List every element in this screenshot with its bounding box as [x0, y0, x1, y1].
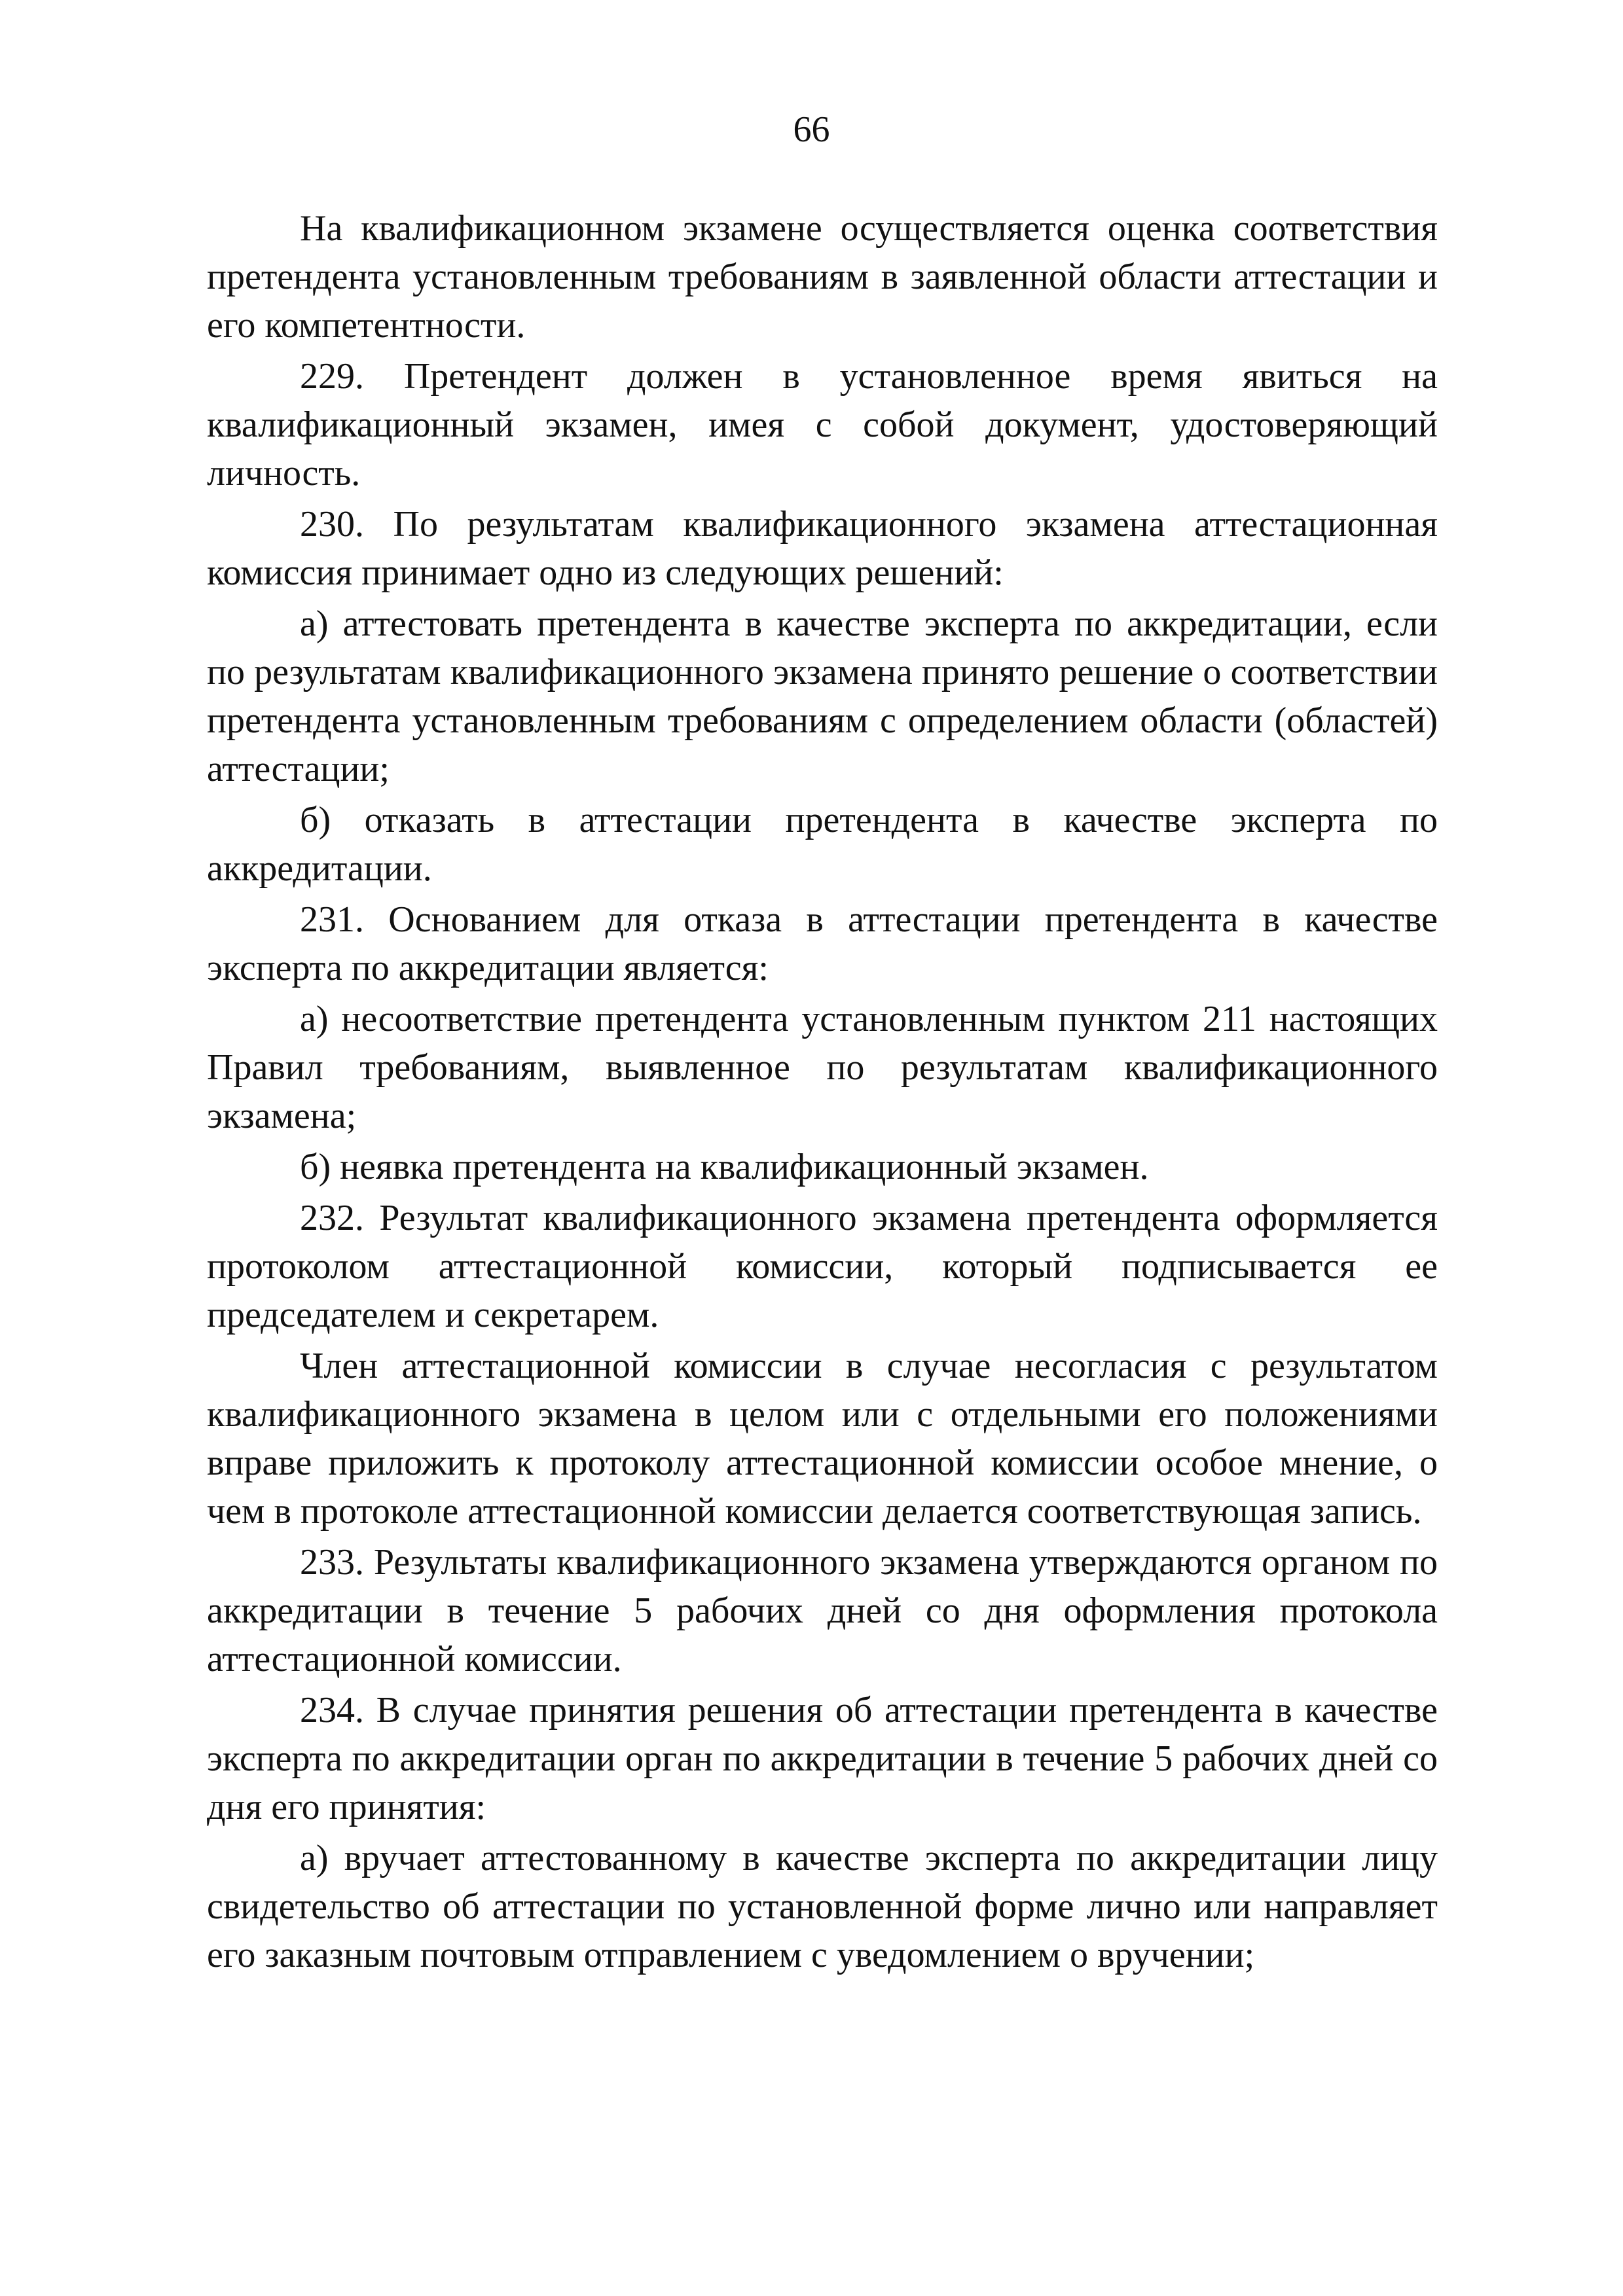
- paragraph-230-b: б) отказать в аттестации претендента в качестве эксперта по аккредитации.: [207, 800, 1438, 889]
- paragraph-231: 231. Основанием для отказа в аттестации претендента в качестве эксперта по аккредитации является:: [207, 899, 1438, 988]
- paragraph-231-a: а) несоответствие претендента установленным пунктом 211 настоящих Правил требованиям, выявленное по результатам квалификационного экзамена;: [207, 999, 1438, 1136]
- paragraph-231-b: б) неявка претендента на квалификационный экзамен.: [300, 1147, 1149, 1187]
- paragraph-232-member: Член аттестационной комиссии в случае несогласия с результатом квалификационного экзамена в целом или с отдельными его положениями вправе приложить к протоколу аттестационной комиссии особое мнение, о чем в протоколе аттестационной комиссии делается соответствующая запись.: [207, 1346, 1438, 1532]
- paragraph-233: 233. Результаты квалификационного экзамена утверждаются органом по аккредитации в течение 5 рабочих дней со дня оформления протокола аттестационной комиссии.: [207, 1542, 1438, 1679]
- paragraph-234: 234. В случае принятия решения об аттестации претендента в качестве эксперта по аккредитации орган по аккредитации в течение 5 рабочих дней со дня его принятия:: [207, 1690, 1438, 1827]
- document-body: [207, 204, 1438, 1982]
- paragraph-230-a: а) аттестовать претендента в качестве эксперта по аккредитации, если по результатам квалификационного экзамена принято решение о соответствии претендента установленным требованиям с определением области (областей) аттестации;: [207, 603, 1438, 789]
- paragraph-229: 229. Претендент должен в установленное время явиться на квалификационный экзамен, имея с собой документ, удостоверяющий личность.: [207, 356, 1438, 493]
- paragraph-intro: На квалификационном экзамене осуществляется оценка соответствия претендента установленным требованиям в заявленной области аттестации и его компетентности.: [207, 208, 1438, 346]
- paragraph-232: 232. Результат квалификационного экзамена претендента оформляется протоколом аттестационной комиссии, который подписывается ее председателем и секретарем.: [207, 1198, 1438, 1335]
- paragraph-234-a: а) вручает аттестованному в качестве эксперта по аккредитации лицу свидетельство об аттестации по установленной форме лично или направляет его заказным почтовым отправлением с уведомлением о вручении;: [207, 1838, 1438, 1975]
- paragraph-230: 230. По результатам квалификационного экзамена аттестационная комиссия принимает одно из следующих решений:: [207, 504, 1438, 593]
- page-number: 66: [793, 109, 830, 150]
